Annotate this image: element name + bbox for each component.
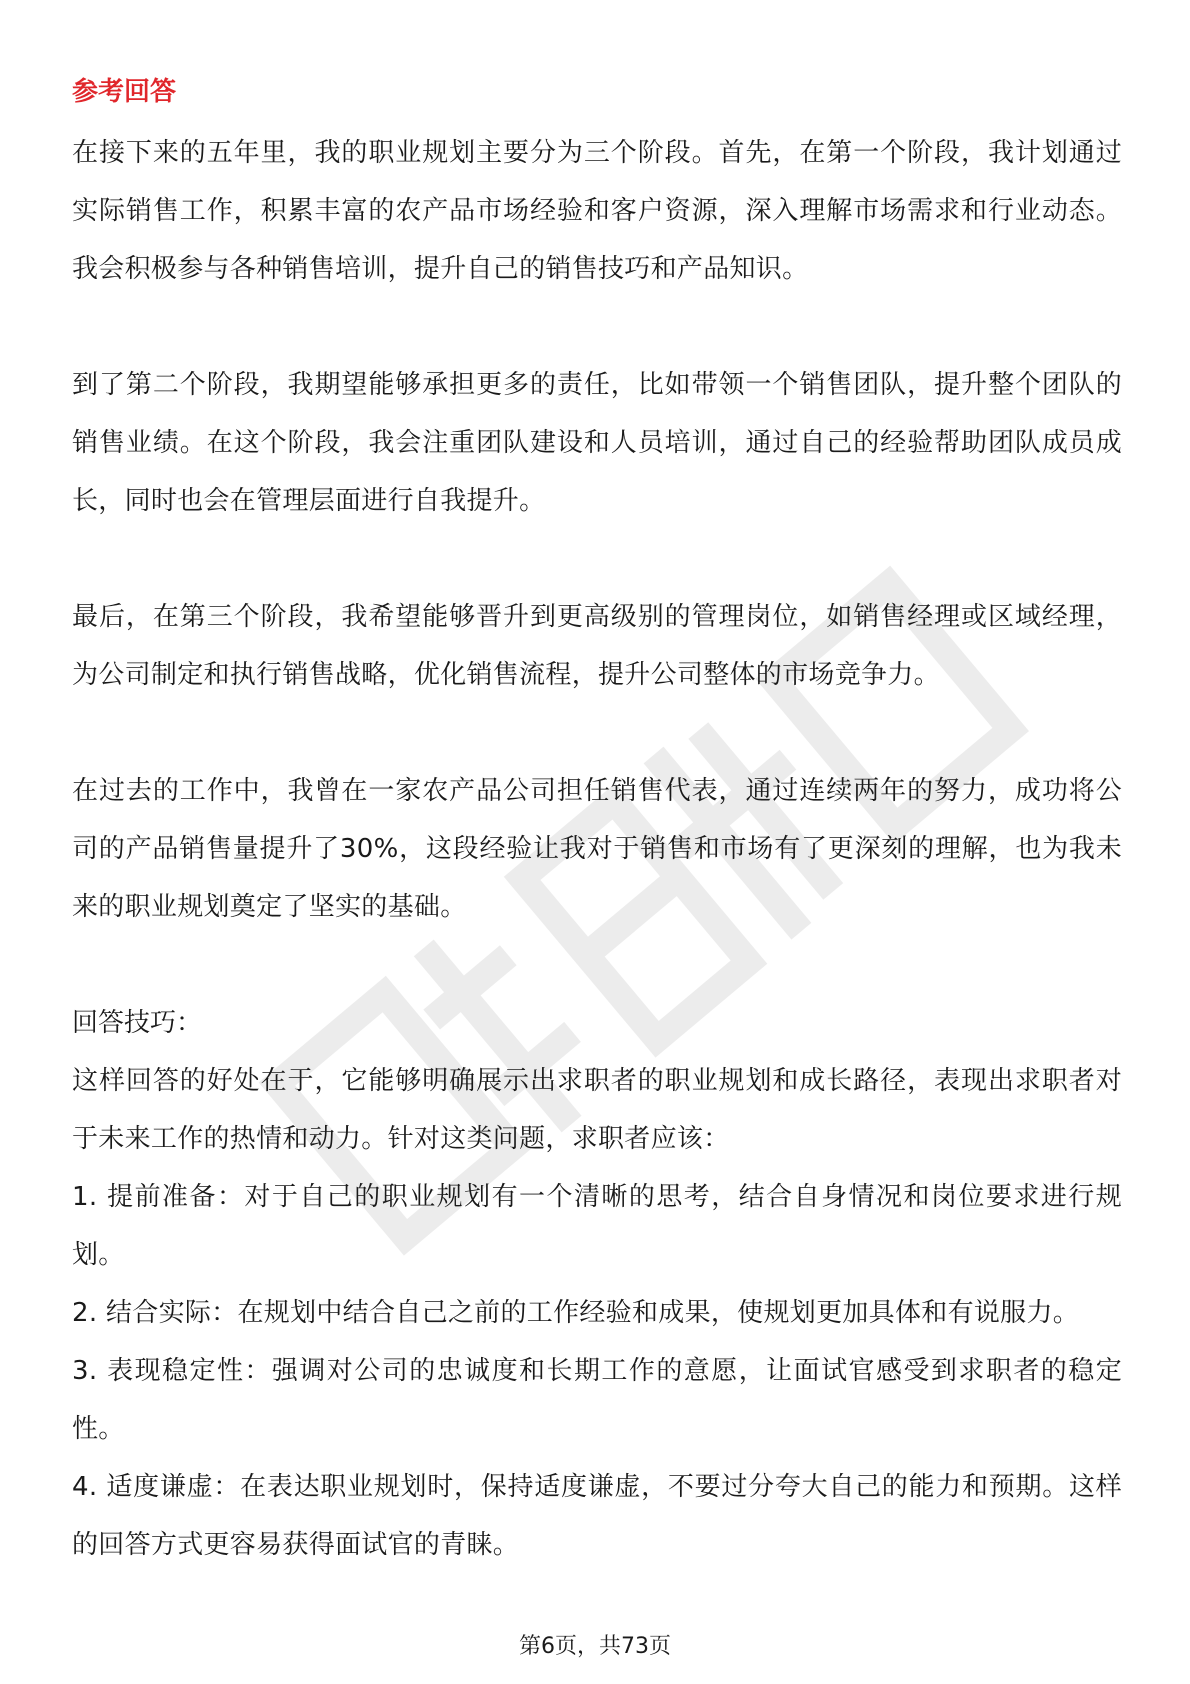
page-number-footer: 第6页，共73页 [519, 1634, 671, 1659]
paragraph-gap [72, 936, 1122, 994]
answer-paragraph-4: 在过去的工作中，我曾在一家农产品公司担任销售代表，通过连续两年的努力，成功将公司的产品销售量提升了30%，这段经验让我对于销售和市场有了更深刻的理解，也为我未来的职业规划奠定了坚实的基础。 [72, 776, 1122, 922]
tip-item-1: 1. 提前准备：对于自己的职业规划有一个清晰的思考，结合自身情况和岗位要求进行规划。 [72, 1182, 1122, 1270]
paragraph-gap [72, 704, 1122, 762]
tips-intro: 这样回答的好处在于，它能够明确展示出求职者的职业规划和成长路径，表现出求职者对于未来工作的热情和动力。针对这类问题，求职者应该： [72, 1066, 1122, 1154]
answer-paragraph-2: 到了第二个阶段，我期望能够承担更多的责任，比如带领一个销售团队，提升整个团队的销售业绩。在这个阶段，我会注重团队建设和人员培训，通过自己的经验帮助团队成员成长，同时也会在管理层面进行自我提升。 [72, 370, 1122, 516]
answer-paragraph-1: 在接下来的五年里，我的职业规划主要分为三个阶段。首先，在第一个阶段，我计划通过实际销售工作，积累丰富的农产品市场经验和客户资源，深入理解市场需求和行业动态。我会积极参与各种销售培训，提升自己的销售技巧和产品知识。 [72, 138, 1122, 284]
answer-paragraph-3: 最后，在第三个阶段，我希望能够晋升到更高级别的管理岗位，如销售经理或区域经理，为公司制定和执行销售战略，优化销售流程，提升公司整体的市场竞争力。 [72, 602, 1122, 690]
tip-item-2: 2. 结合实际：在规划中结合自己之前的工作经验和成果，使规划更加具体和有说服力。 [72, 1298, 1080, 1328]
tips-heading: 回答技巧： [72, 1008, 203, 1038]
paragraph-gap [72, 298, 1122, 356]
section-title: 参考回答 [72, 77, 177, 107]
document-body [72, 72, 1122, 1574]
tip-item-3: 3. 表现稳定性：强调对公司的忠诚度和长期工作的意愿，让面试官感受到求职者的稳定性。 [72, 1356, 1122, 1444]
tip-item-4: 4. 适度谦虚：在表达职业规划时，保持适度谦虚，不要过分夸大自己的能力和预期。这样的回答方式更容易获得面试官的青睐。 [72, 1472, 1122, 1560]
paragraph-gap [72, 530, 1122, 588]
